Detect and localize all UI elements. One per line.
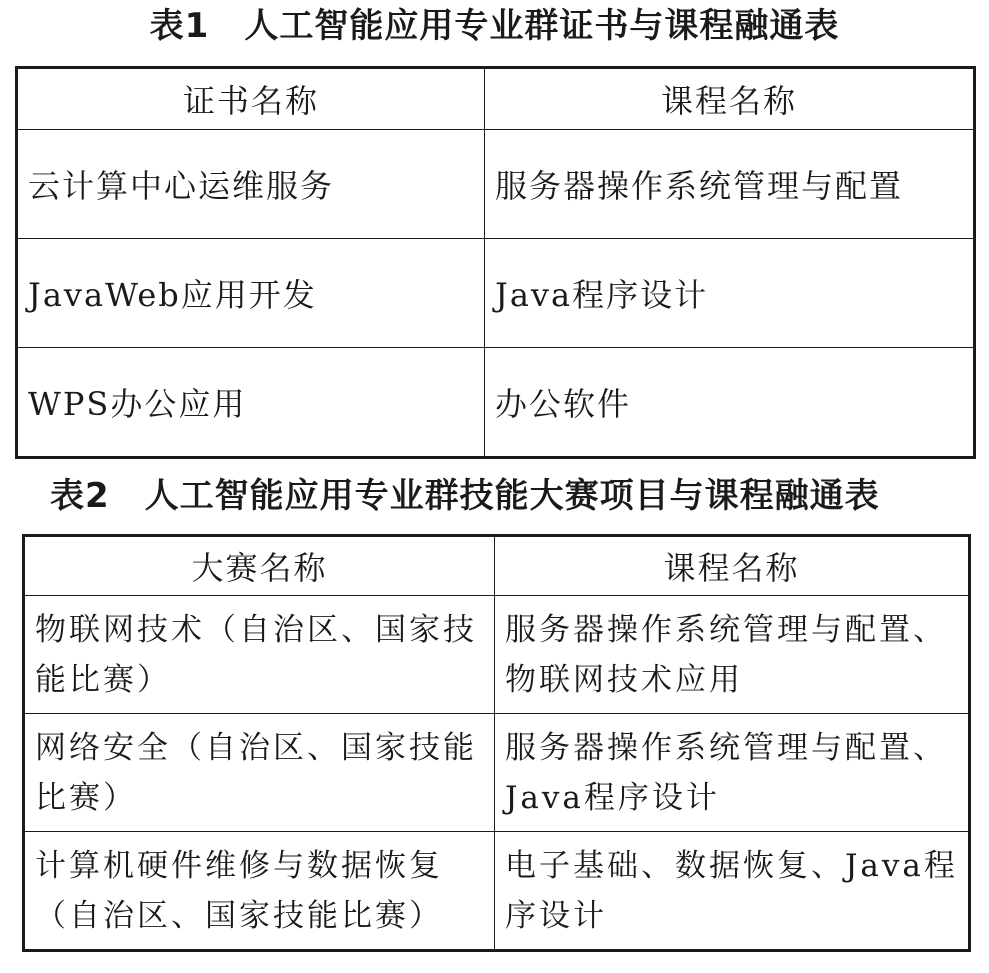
table-row bbox=[17, 130, 975, 239]
column-header-course: 课程名称 bbox=[495, 536, 970, 596]
column-header-course: 课程名称 bbox=[485, 68, 975, 130]
table1-caption: 表1 人工智能应用专业群证书与课程融通表 bbox=[149, 6, 840, 46]
table-row bbox=[24, 832, 970, 951]
certificate-cell: JavaWeb应用开发 bbox=[17, 239, 485, 348]
certificate-cell: 云计算中心运维服务 bbox=[17, 130, 485, 239]
table-header-row bbox=[24, 536, 970, 596]
course-cell: 服务器操作系统管理与配置 bbox=[485, 130, 975, 239]
column-header-competition: 大赛名称 bbox=[24, 536, 495, 596]
course-cell: 办公软件 bbox=[485, 348, 975, 458]
competition-cell: 网络安全（自治区、国家技能比赛） bbox=[24, 714, 495, 832]
course-cell: Java程序设计 bbox=[485, 239, 975, 348]
column-header-certificate: 证书名称 bbox=[17, 68, 485, 130]
course-cell: 服务器操作系统管理与配置、物联网技术应用 bbox=[495, 596, 970, 714]
competition-course-table bbox=[22, 534, 971, 952]
course-cell: 服务器操作系统管理与配置、Java程序设计 bbox=[495, 714, 970, 832]
table-header-row bbox=[17, 68, 975, 130]
competition-cell: 计算机硬件维修与数据恢复（自治区、国家技能比赛） bbox=[24, 832, 495, 951]
table2-caption: 表2 人工智能应用专业群技能大赛项目与课程融通表 bbox=[50, 476, 880, 516]
certificate-cell: WPS办公应用 bbox=[17, 348, 485, 458]
table-row bbox=[24, 714, 970, 832]
table-row bbox=[17, 348, 975, 458]
course-cell: 电子基础、数据恢复、Java程序设计 bbox=[495, 832, 970, 951]
competition-cell: 物联网技术（自治区、国家技能比赛） bbox=[24, 596, 495, 714]
certificate-course-table bbox=[15, 66, 976, 459]
table-row bbox=[24, 596, 970, 714]
table-row bbox=[17, 239, 975, 348]
